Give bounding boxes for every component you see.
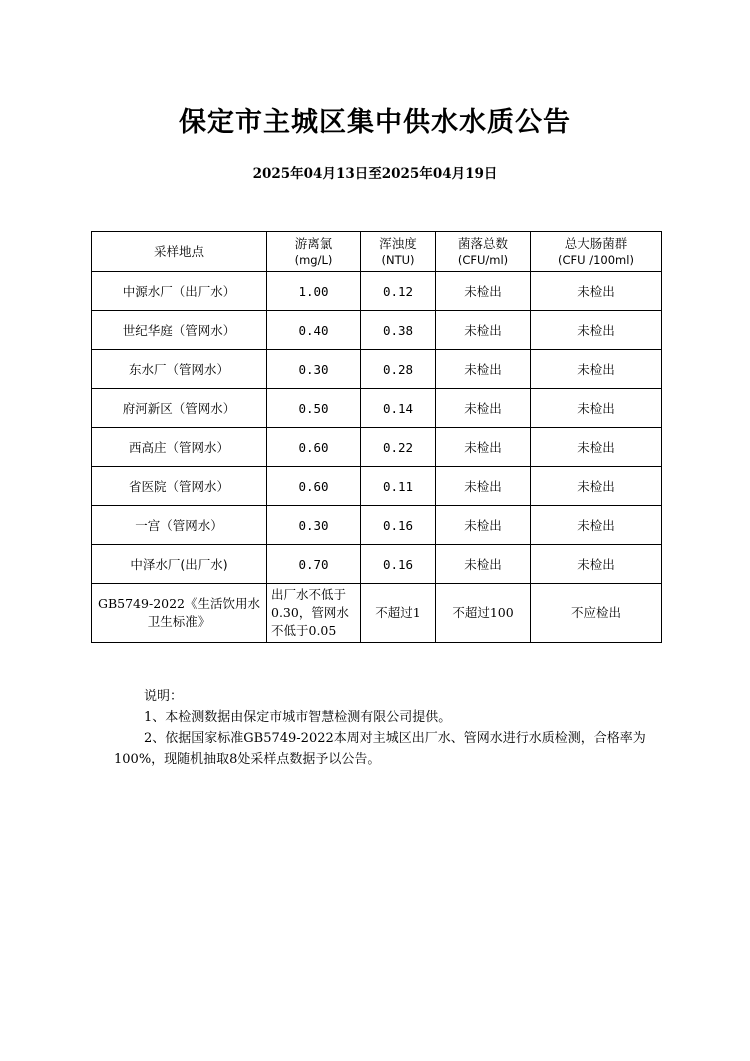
table-row [92,506,662,545]
notes-heading: 说明： [144,689,184,704]
cell-site: 东水厂（管网水） [92,350,267,389]
header-turbidity: 浑浊度 (NTU) [361,232,436,272]
cell-coliform: 未检出 [531,428,662,467]
header-unit: (NTU) [381,252,415,267]
cell-turbidity: 0.11 [361,467,436,506]
table-row [92,350,662,389]
cell-chlorine: 0.30 [267,350,361,389]
header-total-coliform: 总大肠菌群 (CFU /100ml) [531,232,662,272]
notes-section [114,686,674,770]
cell-chlorine: 0.30 [267,506,361,545]
header-unit: (CFU /100ml) [558,252,634,267]
header-free-chlorine: 游离氯 (mg/L) [267,232,361,272]
cell-turbidity: 0.12 [361,272,436,311]
cell-coliform: 未检出 [531,467,662,506]
standard-turbidity: 不超过1 [361,584,436,643]
page-title: 保定市主城区集中供水水质公告 [179,107,571,138]
cell-coliform: 未检出 [531,311,662,350]
date-range: 2025年04月13日至2025年04月19日 [252,166,498,182]
table-row [92,545,662,584]
header-unit: (CFU/ml) [457,252,509,267]
cell-site: 一宫（管网水） [92,506,267,545]
cell-site: 府河新区（管网水） [92,389,267,428]
table-header-row [92,232,662,272]
cell-colony: 未检出 [436,545,531,584]
cell-turbidity: 0.16 [361,506,436,545]
cell-site: 西高庄（管网水） [92,428,267,467]
cell-chlorine: 0.70 [267,545,361,584]
cell-chlorine: 0.60 [267,467,361,506]
cell-colony: 未检出 [436,311,531,350]
cell-colony: 未检出 [436,467,531,506]
cell-site: 省医院（管网水） [92,467,267,506]
cell-coliform: 未检出 [531,389,662,428]
cell-coliform: 未检出 [531,272,662,311]
cell-site: 世纪华庭（管网水） [92,311,267,350]
standard-coliform: 不应检出 [531,584,662,643]
cell-colony: 未检出 [436,389,531,428]
table-row [92,467,662,506]
cell-chlorine: 1.00 [267,272,361,311]
cell-coliform: 未检出 [531,350,662,389]
standard-chlorine: 出厂水不低于0.30，管网水不低于0.05 [267,584,361,643]
table-row [92,389,662,428]
header-colony-count: 菌落总数 (CFU/ml) [436,232,531,272]
header-site: 采样地点 [92,232,267,272]
standard-name: GB5749-2022《生活饮用水卫生标准》 [92,584,267,643]
water-quality-table [91,231,662,643]
cell-coliform: 未检出 [531,506,662,545]
table-row [92,311,662,350]
cell-site: 中源水厂（出厂水） [92,272,267,311]
cell-site: 中泽水厂(出厂水) [92,545,267,584]
cell-colony: 未检出 [436,506,531,545]
standard-row [92,584,662,643]
cell-chlorine: 0.60 [267,428,361,467]
cell-chlorine: 0.40 [267,311,361,350]
note-item: 1、本检测数据由保定市城市智慧检测有限公司提供。 [144,710,452,725]
standard-colony: 不超过100 [436,584,531,643]
table-row [92,428,662,467]
table-row [92,272,662,311]
header-unit: (mg/L) [294,252,333,267]
cell-turbidity: 0.14 [361,389,436,428]
cell-coliform: 未检出 [531,545,662,584]
cell-colony: 未检出 [436,272,531,311]
cell-turbidity: 0.22 [361,428,436,467]
note-item: 2、依据国家标准GB5749-2022本周对主城区出厂水、管网水进行水质检测，合格率为100%，现随机抽取8处采样点数据予以公告。 [114,731,646,767]
cell-colony: 未检出 [436,428,531,467]
cell-colony: 未检出 [436,350,531,389]
cell-turbidity: 0.38 [361,311,436,350]
cell-chlorine: 0.50 [267,389,361,428]
cell-turbidity: 0.28 [361,350,436,389]
cell-turbidity: 0.16 [361,545,436,584]
